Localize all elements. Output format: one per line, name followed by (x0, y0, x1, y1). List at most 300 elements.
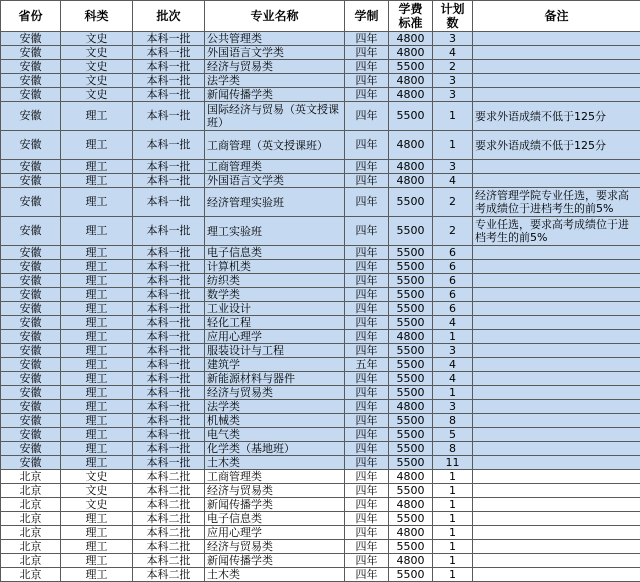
batch-cell: 本科一批 (133, 330, 205, 344)
category-cell: 理工 (61, 302, 133, 316)
length-cell: 四年 (345, 526, 389, 540)
fee-cell: 5500 (389, 358, 433, 372)
batch-cell: 本科一批 (133, 456, 205, 470)
province-cell: 安徽 (1, 386, 61, 400)
category-cell: 理工 (61, 316, 133, 330)
table-row (1, 498, 640, 512)
major-cell: 工商管理（英文授课班） (205, 131, 345, 160)
fee-cell: 4800 (389, 32, 433, 46)
plan-cell: 3 (433, 74, 473, 88)
fee-cell: 5500 (389, 60, 433, 74)
fee-cell: 5500 (389, 386, 433, 400)
major-cell: 轻化工程 (205, 316, 345, 330)
batch-cell: 本科一批 (133, 442, 205, 456)
batch-cell: 本科二批 (133, 512, 205, 526)
length-cell: 四年 (345, 32, 389, 46)
province-cell: 北京 (1, 470, 61, 484)
length-cell: 四年 (345, 316, 389, 330)
table-row (1, 414, 640, 428)
category-cell: 理工 (61, 428, 133, 442)
plan-cell: 4 (433, 372, 473, 386)
major-cell: 经济与贸易类 (205, 484, 345, 498)
major-cell: 新闻传播学类 (205, 88, 345, 102)
table-row (1, 174, 640, 188)
table-row (1, 330, 640, 344)
fee-cell: 5500 (389, 274, 433, 288)
fee-cell: 4800 (389, 88, 433, 102)
category-cell: 理工 (61, 246, 133, 260)
fee-cell: 4800 (389, 160, 433, 174)
batch-cell: 本科一批 (133, 288, 205, 302)
province-cell: 安徽 (1, 302, 61, 316)
category-cell: 理工 (61, 442, 133, 456)
province-cell: 安徽 (1, 217, 61, 246)
batch-cell: 本科二批 (133, 554, 205, 568)
note-cell (473, 160, 640, 174)
category-cell: 理工 (61, 260, 133, 274)
fee-cell: 5500 (389, 568, 433, 582)
length-cell: 四年 (345, 428, 389, 442)
batch-cell: 本科一批 (133, 174, 205, 188)
fee-cell: 4800 (389, 46, 433, 60)
province-cell: 安徽 (1, 414, 61, 428)
note-cell (473, 400, 640, 414)
batch-cell: 本科一批 (133, 302, 205, 316)
length-cell: 四年 (345, 344, 389, 358)
category-cell: 理工 (61, 188, 133, 217)
note-cell (473, 554, 640, 568)
header-row (1, 1, 640, 32)
major-cell: 法学类 (205, 74, 345, 88)
note-cell: 经济管理学院专业任选，要求高考成绩位于进档考生的前5% (473, 188, 640, 217)
plan-cell: 3 (433, 88, 473, 102)
length-cell: 四年 (345, 160, 389, 174)
plan-cell: 4 (433, 46, 473, 60)
batch-cell: 本科一批 (133, 316, 205, 330)
batch-cell: 本科二批 (133, 484, 205, 498)
major-cell: 经济与贸易类 (205, 386, 345, 400)
plan-cell: 6 (433, 274, 473, 288)
major-cell: 经济与贸易类 (205, 540, 345, 554)
major-cell: 服装设计与工程 (205, 344, 345, 358)
header-batch: 批次 (133, 1, 205, 32)
category-cell: 理工 (61, 217, 133, 246)
province-cell: 北京 (1, 498, 61, 512)
province-cell: 安徽 (1, 428, 61, 442)
batch-cell: 本科二批 (133, 470, 205, 484)
province-cell: 安徽 (1, 188, 61, 217)
header-province: 省份 (1, 1, 61, 32)
length-cell: 四年 (345, 330, 389, 344)
fee-cell: 4800 (389, 131, 433, 160)
category-cell: 理工 (61, 540, 133, 554)
major-cell: 应用心理学 (205, 526, 345, 540)
table-row (1, 160, 640, 174)
length-cell: 四年 (345, 302, 389, 316)
table-row (1, 102, 640, 131)
major-cell: 工商管理类 (205, 470, 345, 484)
batch-cell: 本科一批 (133, 217, 205, 246)
fee-cell: 5500 (389, 217, 433, 246)
table-row (1, 217, 640, 246)
major-cell: 数学类 (205, 288, 345, 302)
table-row (1, 246, 640, 260)
length-cell: 四年 (345, 131, 389, 160)
fee-cell: 5500 (389, 246, 433, 260)
province-cell: 安徽 (1, 74, 61, 88)
plan-cell: 6 (433, 260, 473, 274)
note-cell (473, 526, 640, 540)
table-row (1, 316, 640, 330)
major-cell: 外国语言文学类 (205, 46, 345, 60)
fee-cell: 5500 (389, 540, 433, 554)
batch-cell: 本科一批 (133, 60, 205, 74)
table-row (1, 512, 640, 526)
table-row (1, 484, 640, 498)
fee-cell: 5500 (389, 512, 433, 526)
table-row (1, 74, 640, 88)
note-cell (473, 498, 640, 512)
major-cell: 国际经济与贸易（英文授课班） (205, 102, 345, 131)
category-cell: 理工 (61, 456, 133, 470)
note-cell (473, 88, 640, 102)
plan-cell: 2 (433, 60, 473, 74)
major-cell: 电气类 (205, 428, 345, 442)
province-cell: 安徽 (1, 246, 61, 260)
batch-cell: 本科一批 (133, 414, 205, 428)
province-cell: 安徽 (1, 131, 61, 160)
category-cell: 理工 (61, 512, 133, 526)
major-cell: 经济与贸易类 (205, 60, 345, 74)
table-row (1, 400, 640, 414)
batch-cell: 本科一批 (133, 74, 205, 88)
header-category: 科类 (61, 1, 133, 32)
category-cell: 文史 (61, 88, 133, 102)
category-cell: 理工 (61, 344, 133, 358)
province-cell: 安徽 (1, 288, 61, 302)
table-row (1, 456, 640, 470)
plan-cell: 4 (433, 316, 473, 330)
category-cell: 理工 (61, 102, 133, 131)
category-cell: 理工 (61, 400, 133, 414)
batch-cell: 本科一批 (133, 260, 205, 274)
note-cell (473, 32, 640, 46)
category-cell: 文史 (61, 60, 133, 74)
category-cell: 理工 (61, 554, 133, 568)
batch-cell: 本科一批 (133, 344, 205, 358)
major-cell: 电子信息类 (205, 246, 345, 260)
batch-cell: 本科一批 (133, 188, 205, 217)
length-cell: 四年 (345, 512, 389, 526)
province-cell: 安徽 (1, 372, 61, 386)
category-cell: 理工 (61, 372, 133, 386)
note-cell (473, 540, 640, 554)
note-cell (473, 60, 640, 74)
fee-cell: 4800 (389, 174, 433, 188)
fee-cell: 5500 (389, 188, 433, 217)
batch-cell: 本科一批 (133, 386, 205, 400)
plan-cell: 6 (433, 288, 473, 302)
category-cell: 理工 (61, 274, 133, 288)
category-cell: 文史 (61, 32, 133, 46)
table-row (1, 131, 640, 160)
note-cell: 要求外语成绩不低于125分 (473, 102, 640, 131)
note-cell (473, 246, 640, 260)
length-cell: 四年 (345, 400, 389, 414)
major-cell: 纺织类 (205, 274, 345, 288)
length-cell: 四年 (345, 568, 389, 582)
length-cell: 四年 (345, 74, 389, 88)
note-cell (473, 372, 640, 386)
batch-cell: 本科一批 (133, 32, 205, 46)
table-row (1, 428, 640, 442)
fee-cell: 4800 (389, 498, 433, 512)
fee-cell: 5500 (389, 316, 433, 330)
plan-cell: 8 (433, 442, 473, 456)
length-cell: 四年 (345, 102, 389, 131)
fee-cell: 4800 (389, 400, 433, 414)
plan-cell: 3 (433, 160, 473, 174)
note-cell (473, 302, 640, 316)
province-cell: 安徽 (1, 358, 61, 372)
major-cell: 公共管理类 (205, 32, 345, 46)
major-cell: 应用心理学 (205, 330, 345, 344)
length-cell: 四年 (345, 88, 389, 102)
length-cell: 四年 (345, 386, 389, 400)
category-cell: 文史 (61, 498, 133, 512)
plan-cell: 6 (433, 302, 473, 316)
table-row (1, 568, 640, 582)
note-cell (473, 512, 640, 526)
category-cell: 理工 (61, 330, 133, 344)
note-cell (473, 174, 640, 188)
province-cell: 安徽 (1, 32, 61, 46)
length-cell: 四年 (345, 456, 389, 470)
plan-cell: 1 (433, 470, 473, 484)
header-fee: 学费 标准 (389, 1, 433, 32)
length-cell: 四年 (345, 498, 389, 512)
note-cell (473, 260, 640, 274)
plan-cell: 1 (433, 484, 473, 498)
plan-cell: 3 (433, 32, 473, 46)
note-cell (473, 46, 640, 60)
length-cell: 五年 (345, 358, 389, 372)
header-length: 学制 (345, 1, 389, 32)
table-row (1, 386, 640, 400)
province-cell: 安徽 (1, 260, 61, 274)
note-cell (473, 288, 640, 302)
length-cell: 四年 (345, 274, 389, 288)
major-cell: 法学类 (205, 400, 345, 414)
major-cell: 经济管理实验班 (205, 188, 345, 217)
note-cell: 专业任选，要求高考成绩位于进档考生的前5% (473, 217, 640, 246)
length-cell: 四年 (345, 188, 389, 217)
fee-cell: 4800 (389, 526, 433, 540)
category-cell: 理工 (61, 174, 133, 188)
plan-cell: 1 (433, 512, 473, 526)
fee-cell: 4800 (389, 470, 433, 484)
category-cell: 理工 (61, 131, 133, 160)
major-cell: 新闻传播学类 (205, 554, 345, 568)
table-row (1, 470, 640, 484)
table-row (1, 288, 640, 302)
length-cell: 四年 (345, 442, 389, 456)
major-cell: 机械类 (205, 414, 345, 428)
length-cell: 四年 (345, 288, 389, 302)
plan-cell: 1 (433, 540, 473, 554)
fee-cell: 5500 (389, 428, 433, 442)
table-row (1, 302, 640, 316)
note-cell (473, 414, 640, 428)
plan-cell: 1 (433, 330, 473, 344)
table-row (1, 526, 640, 540)
batch-cell: 本科一批 (133, 400, 205, 414)
major-cell: 新闻传播学类 (205, 498, 345, 512)
fee-cell: 5500 (389, 302, 433, 316)
table-row (1, 188, 640, 217)
province-cell: 安徽 (1, 316, 61, 330)
length-cell: 四年 (345, 554, 389, 568)
note-cell (473, 442, 640, 456)
batch-cell: 本科一批 (133, 88, 205, 102)
province-cell: 安徽 (1, 274, 61, 288)
batch-cell: 本科二批 (133, 568, 205, 582)
batch-cell: 本科二批 (133, 498, 205, 512)
plan-cell: 1 (433, 131, 473, 160)
fee-cell: 5500 (389, 344, 433, 358)
plan-cell: 1 (433, 498, 473, 512)
length-cell: 四年 (345, 174, 389, 188)
length-cell: 四年 (345, 372, 389, 386)
batch-cell: 本科一批 (133, 358, 205, 372)
province-cell: 安徽 (1, 456, 61, 470)
note-cell (473, 484, 640, 498)
fee-cell: 4800 (389, 74, 433, 88)
major-cell: 土木类 (205, 568, 345, 582)
province-cell: 北京 (1, 554, 61, 568)
major-cell: 工商管理类 (205, 160, 345, 174)
note-cell (473, 74, 640, 88)
plan-cell: 4 (433, 358, 473, 372)
length-cell: 四年 (345, 246, 389, 260)
note-cell (473, 428, 640, 442)
length-cell: 四年 (345, 540, 389, 554)
batch-cell: 本科二批 (133, 540, 205, 554)
table-row (1, 88, 640, 102)
table-body (1, 32, 640, 582)
province-cell: 安徽 (1, 46, 61, 60)
category-cell: 理工 (61, 288, 133, 302)
batch-cell: 本科二批 (133, 526, 205, 540)
batch-cell: 本科一批 (133, 274, 205, 288)
plan-cell: 1 (433, 386, 473, 400)
plan-cell: 2 (433, 188, 473, 217)
province-cell: 安徽 (1, 400, 61, 414)
fee-cell: 5500 (389, 372, 433, 386)
batch-cell: 本科一批 (133, 428, 205, 442)
province-cell: 北京 (1, 540, 61, 554)
table-row (1, 442, 640, 456)
major-cell: 建筑学 (205, 358, 345, 372)
fee-cell: 5500 (389, 456, 433, 470)
table-row (1, 274, 640, 288)
plan-cell: 3 (433, 344, 473, 358)
note-cell (473, 470, 640, 484)
note-cell (473, 358, 640, 372)
fee-cell: 5500 (389, 102, 433, 131)
table-row (1, 372, 640, 386)
note-cell (473, 386, 640, 400)
table-row (1, 358, 640, 372)
batch-cell: 本科一批 (133, 160, 205, 174)
plan-cell: 1 (433, 568, 473, 582)
note-cell (473, 456, 640, 470)
batch-cell: 本科一批 (133, 372, 205, 386)
note-cell (473, 568, 640, 582)
fee-cell: 5500 (389, 288, 433, 302)
note-cell (473, 274, 640, 288)
category-cell: 文史 (61, 46, 133, 60)
note-cell: 要求外语成绩不低于125分 (473, 131, 640, 160)
province-cell: 北京 (1, 512, 61, 526)
batch-cell: 本科一批 (133, 102, 205, 131)
province-cell: 安徽 (1, 102, 61, 131)
category-cell: 理工 (61, 160, 133, 174)
table-row (1, 46, 640, 60)
batch-cell: 本科一批 (133, 46, 205, 60)
note-cell (473, 344, 640, 358)
plan-cell: 8 (433, 414, 473, 428)
province-cell: 北京 (1, 484, 61, 498)
fee-cell: 5500 (389, 442, 433, 456)
province-cell: 安徽 (1, 344, 61, 358)
length-cell: 四年 (345, 46, 389, 60)
header-major: 专业名称 (205, 1, 345, 32)
table-row (1, 554, 640, 568)
major-cell: 计算机类 (205, 260, 345, 274)
province-cell: 安徽 (1, 60, 61, 74)
table-row (1, 344, 640, 358)
major-cell: 土木类 (205, 456, 345, 470)
plan-cell: 6 (433, 246, 473, 260)
category-cell: 理工 (61, 358, 133, 372)
province-cell: 安徽 (1, 442, 61, 456)
category-cell: 文史 (61, 470, 133, 484)
major-cell: 电子信息类 (205, 512, 345, 526)
length-cell: 四年 (345, 414, 389, 428)
table-row (1, 260, 640, 274)
fee-cell: 5500 (389, 484, 433, 498)
category-cell: 理工 (61, 568, 133, 582)
batch-cell: 本科一批 (133, 246, 205, 260)
batch-cell: 本科一批 (133, 131, 205, 160)
category-cell: 理工 (61, 526, 133, 540)
category-cell: 理工 (61, 414, 133, 428)
table-row (1, 540, 640, 554)
length-cell: 四年 (345, 484, 389, 498)
category-cell: 理工 (61, 386, 133, 400)
fee-cell: 4800 (389, 330, 433, 344)
major-cell: 外国语言文学类 (205, 174, 345, 188)
plan-cell: 11 (433, 456, 473, 470)
plan-cell: 2 (433, 217, 473, 246)
province-cell: 北京 (1, 526, 61, 540)
major-cell: 工业设计 (205, 302, 345, 316)
table-row (1, 60, 640, 74)
plan-cell: 1 (433, 554, 473, 568)
fee-cell: 4800 (389, 554, 433, 568)
note-cell (473, 330, 640, 344)
